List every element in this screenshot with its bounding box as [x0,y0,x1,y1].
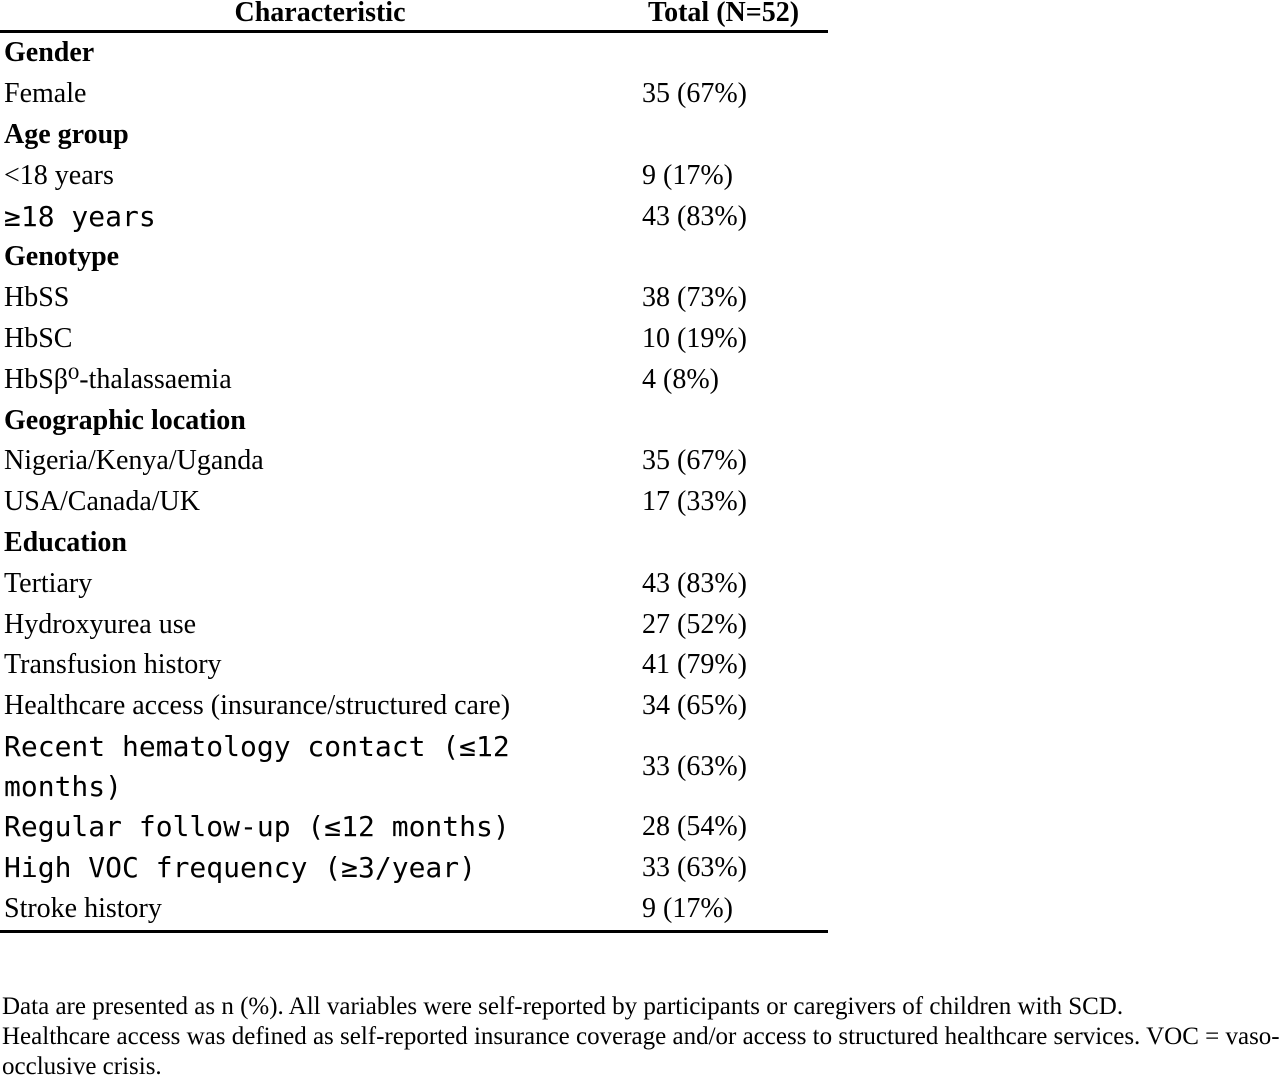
row-value: 43 (83%) [642,567,747,599]
row-label: Geographic location [4,404,246,436]
row-label: Nigeria/Kenya/Uganda [4,445,264,477]
header-total: Total (N=52) [640,0,828,32]
row-value: 34 (65%) [642,690,747,722]
table-row [0,604,828,645]
row-label: <18 years [4,159,114,191]
row-value: 35 (67%) [642,445,747,477]
row-value: 10 (19%) [642,322,747,354]
row-value: 38 (73%) [642,282,747,314]
row-value [640,237,828,278]
table-row [0,278,828,319]
table-row [0,155,828,196]
row-label: HbSβ⁰-thalassaemia [4,363,232,395]
row-label: Transfusion history [4,649,222,681]
row-label: Gender [4,37,95,69]
row-label: Healthcare access (insurance/structured care) [4,690,511,722]
table-row [0,32,828,74]
table-row [0,400,828,441]
row-value: 43 (83%) [642,200,747,232]
row-label: USA/Canada/UK [4,486,200,518]
row-label: ≥18 years [4,199,156,233]
row-value: 17 (33%) [642,486,747,518]
table-row [0,847,828,888]
row-value: 4 (8%) [642,363,719,395]
row-value: 33 (63%) [642,750,747,782]
table-row [0,563,828,604]
footnote-line-1: Data are presented as n (%). All variables were self-reported by participants or caregivers of children with SCD. [2,993,1124,1020]
row-label: Genotype [4,241,120,273]
header-characteristic: Characteristic [0,0,640,32]
table-row [0,115,828,156]
row-value [640,32,828,74]
table-row [0,441,828,482]
table-footnote [0,992,1280,1082]
table-row [0,74,828,115]
table-row [0,359,828,400]
row-label: Female [4,78,87,110]
table-header-row [0,0,828,32]
footnote-line-2: Healthcare access was defined as self-reported insurance coverage and/or access to structured healthcare services. VOC = vaso-occlusive crisis. [2,1023,1280,1080]
table-row [0,237,828,278]
table-row [0,727,828,807]
table-row [0,319,828,360]
table-row [0,523,828,564]
table-row [0,888,828,932]
table-row [0,686,828,727]
table-row [0,807,828,848]
row-value: 9 (17%) [642,159,733,191]
table-row [0,482,828,523]
row-label: HbSS [4,282,70,314]
row-label: Regular follow-up (≤12 months) [4,809,510,843]
row-label: Hydroxyurea use [4,608,197,640]
row-value [640,115,828,156]
row-label: HbSC [4,322,73,354]
row-value: 28 (54%) [642,810,747,842]
row-label: Education [4,526,127,558]
row-value: 41 (79%) [642,649,747,681]
row-value: 33 (63%) [642,851,747,883]
table-row [0,196,828,237]
row-label: High VOC frequency (≥3/year) [4,850,477,884]
row-label: Stroke history [0,888,640,932]
row-label: Tertiary [4,567,93,599]
row-value: 27 (52%) [642,608,747,640]
row-value [640,400,828,441]
row-label: Recent hematology contact (≤12 months) [4,729,510,803]
table-row [0,645,828,686]
row-value [640,523,828,564]
row-value: 35 (67%) [642,78,747,110]
row-label: Age group [4,118,129,150]
row-value: 9 (17%) [640,888,828,932]
